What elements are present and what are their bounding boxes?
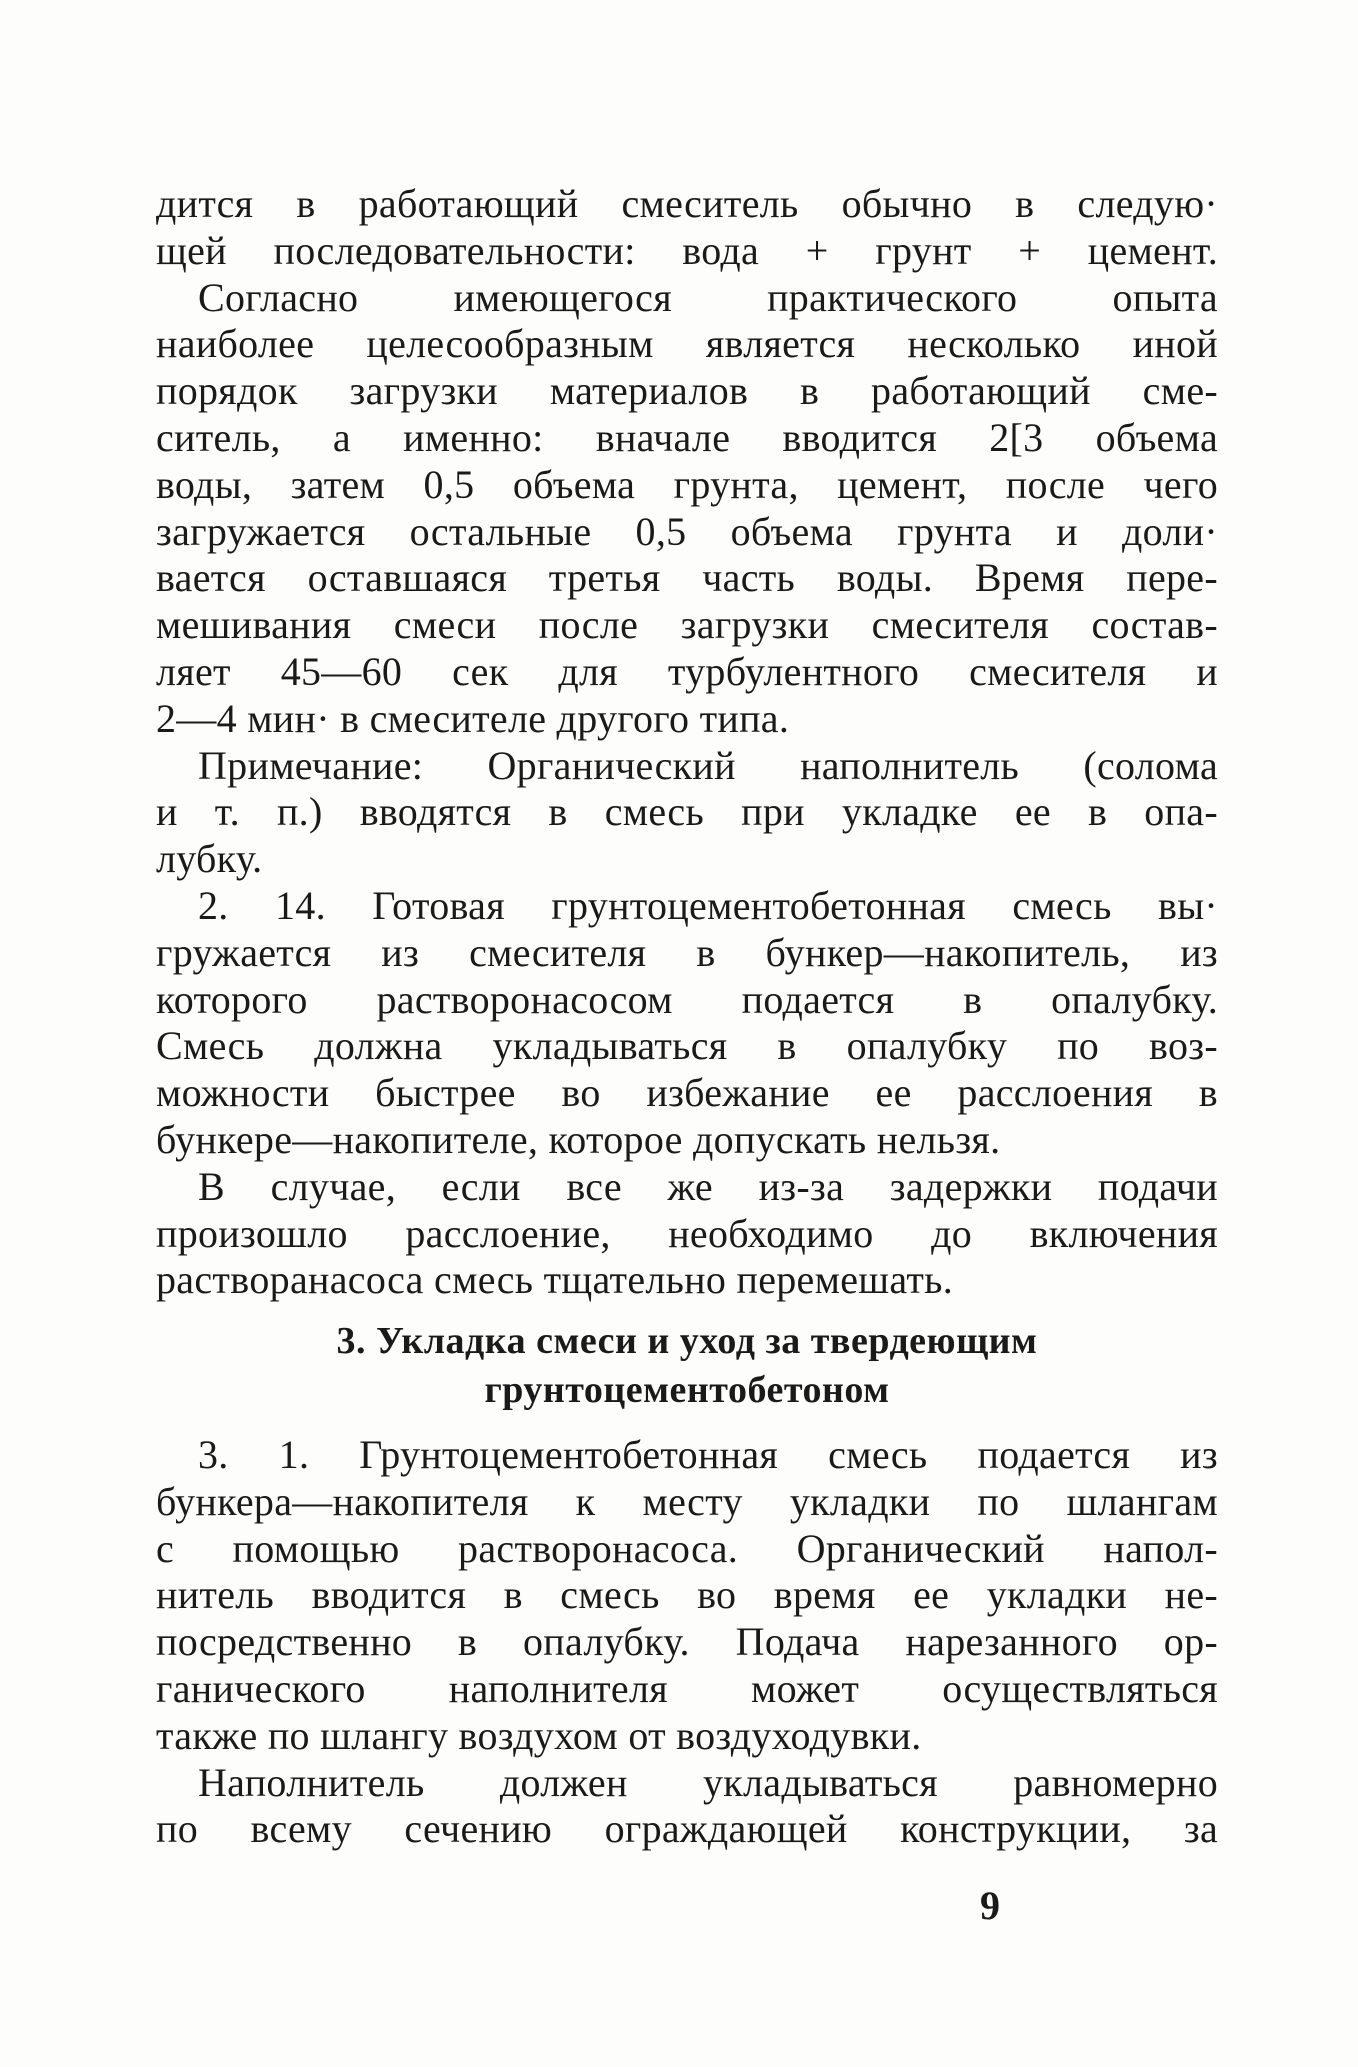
text-line: ляет 45—60 сек для турбулентного смесителя и xyxy=(156,649,1218,694)
text-line: Смесь должна укладываться в опалубку по воз- xyxy=(156,1023,1218,1069)
text-line: и т. п.) вводятся в смесь при укладке ее в опа- xyxy=(156,789,1218,835)
text-line: раствoранасоса смесь тщательно перемешать. xyxy=(156,1257,954,1303)
text-line: 2—4 мин· в смесителе другого типа. xyxy=(156,695,790,741)
text-line: воды, затем 0,5 объема грунта, цемент, после чего xyxy=(156,461,1218,507)
page-number: 9 xyxy=(980,1883,1000,1928)
text-line: которого растворонасосом подается в опалубку. xyxy=(156,976,1218,1022)
text-line: ганического наполнителя может осуществляться xyxy=(156,1666,1218,1711)
text-line: гружается из смесителя в бункер—накопитель, из xyxy=(156,929,1218,975)
text-line: бункере—накопителе, которое допускать нельзя. xyxy=(156,1117,1001,1162)
text-line: порядок загрузки материалов в работающий сме- xyxy=(156,368,1218,414)
text-line: по всему сечению ограждающей конструкции, за xyxy=(156,1806,1218,1852)
text-line: вается оставшаяся третья часть воды. Время пере- xyxy=(156,555,1218,601)
text-line: бункера—накопителя к месту укладки по шлангам xyxy=(156,1478,1218,1524)
text-line: щей последовательности: вода + грунт + цемент. xyxy=(156,227,1218,273)
text-line: Примечание: Органический наполнитель (солома xyxy=(198,742,1218,788)
text-line: В случае, если все же из-за задержки подачи xyxy=(198,1163,1218,1209)
section-heading-line-2: грунтоцементобетоном xyxy=(484,1369,890,1411)
text-line: дится в работающий смеситель обычно в следую· xyxy=(156,181,1218,226)
text-line: 3. 1. Грунтоцементобетонная смесь подается из xyxy=(198,1432,1218,1477)
text-line: ситель, а именно: вначале вводится 2[3 объема xyxy=(156,415,1218,460)
text-line: наиболее целесообразным является несколько иной xyxy=(156,321,1218,367)
text-line: посредственно в опалубку. Подача нарезанного ор- xyxy=(156,1619,1218,1665)
text-line: с помощью растворонасоса. Органический напол- xyxy=(156,1525,1218,1571)
text-line: лубку. xyxy=(156,836,263,882)
text-line: нитель вводится в смесь во время ее укладки не- xyxy=(156,1572,1218,1618)
text-line: Согласно имеющегося практического опыта xyxy=(198,274,1218,320)
text-line: Наполнитель должен укладываться равномерно xyxy=(198,1759,1218,1805)
text-line: также по шлангу воздухом от воздуходувки. xyxy=(156,1712,922,1758)
text-line: 2. 14. Готовая грунтоцементобетонная смесь вы· xyxy=(198,883,1218,928)
text-line: произошло расслоение, необходимо до включения xyxy=(156,1210,1218,1256)
text-line: мешивания смеси после загрузки смесителя состав- xyxy=(156,602,1218,648)
text-line: можности быстрее во избежание ее расслоения в xyxy=(156,1070,1218,1116)
text-line: загружается остальные 0,5 объема грунта и доли· xyxy=(156,508,1218,554)
section-heading-line-1: 3. Укладка смеси и уход за твердеющим xyxy=(336,1320,1038,1362)
